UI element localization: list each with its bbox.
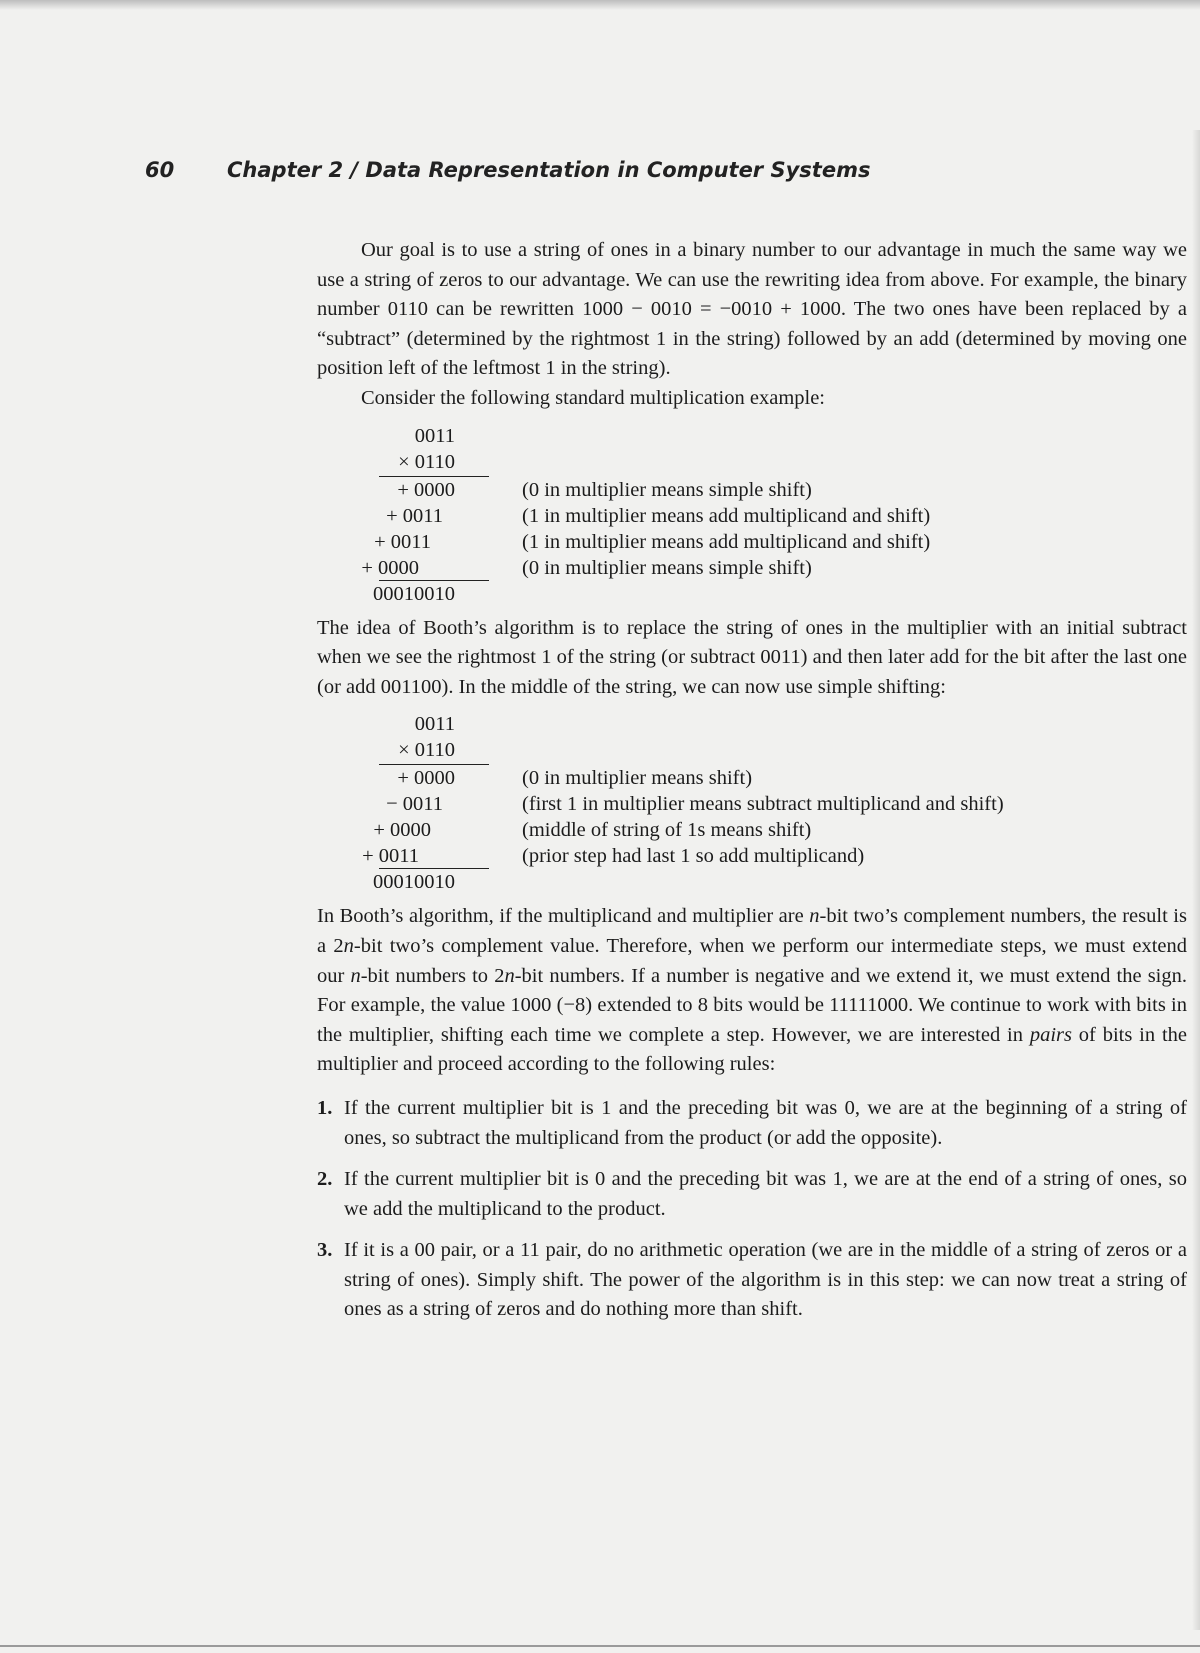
p4-n: n: [504, 964, 515, 987]
standard-multiplication-example: [317, 422, 1187, 604]
page-body: [317, 236, 1187, 1337]
calc2-multiplier: × 0110: [398, 739, 455, 762]
calc2-result-row: [317, 868, 1187, 897]
calc2-multiplicand-row: [317, 710, 1187, 739]
calc1-step-row: [317, 502, 1187, 531]
list-item-text: If it is a 00 pair, or a 11 pair, do no arithmetic operation (we are in the middle of a string of zeros or a string of ones). Simply shift. The power of the algorithm is in this step: we can now treat a string of ones as a string of zeros and do nothing more than shift.: [344, 1239, 1187, 1321]
scan-right-edge: [1192, 130, 1200, 1630]
calc1-step-note: (0 in multiplier means simple shift): [522, 478, 812, 501]
calc2-step-row: [317, 816, 1187, 845]
paragraph-3: The idea of Booth’s algorithm is to replace the string of ones in the multiplier with an initial subtract when we see the rightmost 1 of the string (or subtract 0011) and then later add for the bit after the last one (or add 001100). In the middle of the string, we can now use simple shifting:: [317, 616, 1187, 698]
calc1-multiplicand: 0011: [414, 424, 455, 447]
list-item: [317, 1094, 1187, 1153]
calc1-multiplier: × 0110: [398, 450, 455, 473]
p4-text: -bit numbers. If a number is negative and we extend it, we must extend the sign. For example, the value 1000 (−8) extended to 8 bits would be 11111000. We continue to work with bits in the multiplier, shifting each time we complete a step. However, we are interested in: [317, 964, 1188, 1046]
calc2-step-note: (middle of string of 1s means shift): [522, 819, 812, 842]
list-item-text: If the current multiplier bit is 0 and the preceding bit was 1, we are at the end of a string of ones, so we add the multiplicand to the product.: [344, 1168, 1187, 1220]
p4-text: of bits in the multiplier and proceed according to the following rules:: [317, 1023, 1187, 1076]
page-number: 60: [145, 158, 175, 182]
p4-text: -bit two’s complement value. Therefore, when we perform our intermediate steps, we must extend our: [317, 934, 1187, 987]
calc2-step-note: (prior step had last 1 so add multiplicand): [522, 845, 865, 868]
list-item-text: If the current multiplier bit is 1 and the preceding bit was 0, we are at the beginning of a string of ones, so subtract the multiplicand from the product (or add the opposite).: [344, 1096, 1187, 1149]
list-item: [317, 1236, 1187, 1325]
p4-pairs-emphasis: pairs: [1029, 1023, 1072, 1046]
calc2-step-row: [317, 790, 1187, 819]
calc1-step-row: [317, 554, 1187, 583]
calc2-step-row: [317, 842, 1187, 871]
calc2-step-value: + 0011: [362, 845, 419, 868]
paragraph-4: [317, 902, 1187, 1080]
calc1-multiplicand-row: [317, 422, 1187, 451]
calc1-step-value: + 0000: [361, 556, 419, 579]
calc2-multiplicand: 0011: [414, 713, 455, 736]
p4-text: In Booth’s algorithm, if the multiplicand and multiplier are: [317, 905, 810, 928]
calc1-step-row: [317, 476, 1187, 505]
calc1-step-value: + 0011: [374, 530, 431, 553]
calc2-multiplier-row: [317, 736, 1187, 765]
calc1-step-value: + 0000: [397, 478, 455, 501]
list-item-number: 2.: [317, 1168, 333, 1191]
calc1-result: 00010010: [373, 582, 455, 605]
calc2-result: 00010010: [373, 871, 455, 894]
p4-n: n: [343, 934, 354, 957]
chapter-title: Chapter 2 / Data Representation in Computer Systems: [227, 158, 871, 182]
list-item: [317, 1165, 1187, 1224]
p4-n: n: [809, 905, 820, 928]
calc1-step-value: + 0011: [386, 504, 443, 527]
list-item-number: 1.: [317, 1096, 333, 1119]
p4-text: -bit two’s complement numbers, the result is a 2: [317, 905, 1187, 957]
calc2-step-note: (first 1 in multiplier means subtract multiplicand and shift): [522, 793, 1004, 816]
calc2-step-value: − 0011: [386, 793, 443, 816]
calc1-step-note: (1 in multiplier means add multiplicand and shift): [522, 504, 931, 527]
booth-rules-list: [317, 1094, 1187, 1325]
calc2-step-note: (0 in multiplier means shift): [522, 767, 753, 790]
calc1-step-note: (0 in multiplier means simple shift): [522, 556, 812, 579]
scan-bottom-line: [0, 1645, 1200, 1647]
calc1-step-row: [317, 528, 1187, 557]
calc1-multiplier-row: [317, 448, 1187, 477]
calc2-step-row: [317, 764, 1187, 793]
list-item-number: 3.: [317, 1239, 333, 1262]
calc1-step-note: (1 in multiplier means add multiplicand and shift): [522, 530, 931, 553]
calc2-step-value: + 0000: [373, 819, 431, 842]
p4-n: n: [350, 964, 361, 987]
scan-top-edge: [0, 0, 1200, 10]
paragraph-2: Consider the following standard multiplication example:: [361, 386, 826, 409]
p4-text: -bit numbers to 2: [360, 964, 505, 987]
booth-multiplication-example: [317, 710, 1187, 892]
paragraph-1: Our goal is to use a string of ones in a binary number to our advantage in much the same way we use a string of zeros to our advantage. We can use the rewriting idea from above. For example, the binary number 0110 can be rewritten 1000 − 0010 = −0010 + 1000. The two ones have been replaced by a “subtract” (determined by the rightmost 1 in the string) followed by an add (determined by moving one position left of the leftmost 1 in the string).: [317, 239, 1187, 380]
calc2-step-value: + 0000: [397, 767, 455, 790]
calc1-result-row: [317, 580, 1187, 609]
